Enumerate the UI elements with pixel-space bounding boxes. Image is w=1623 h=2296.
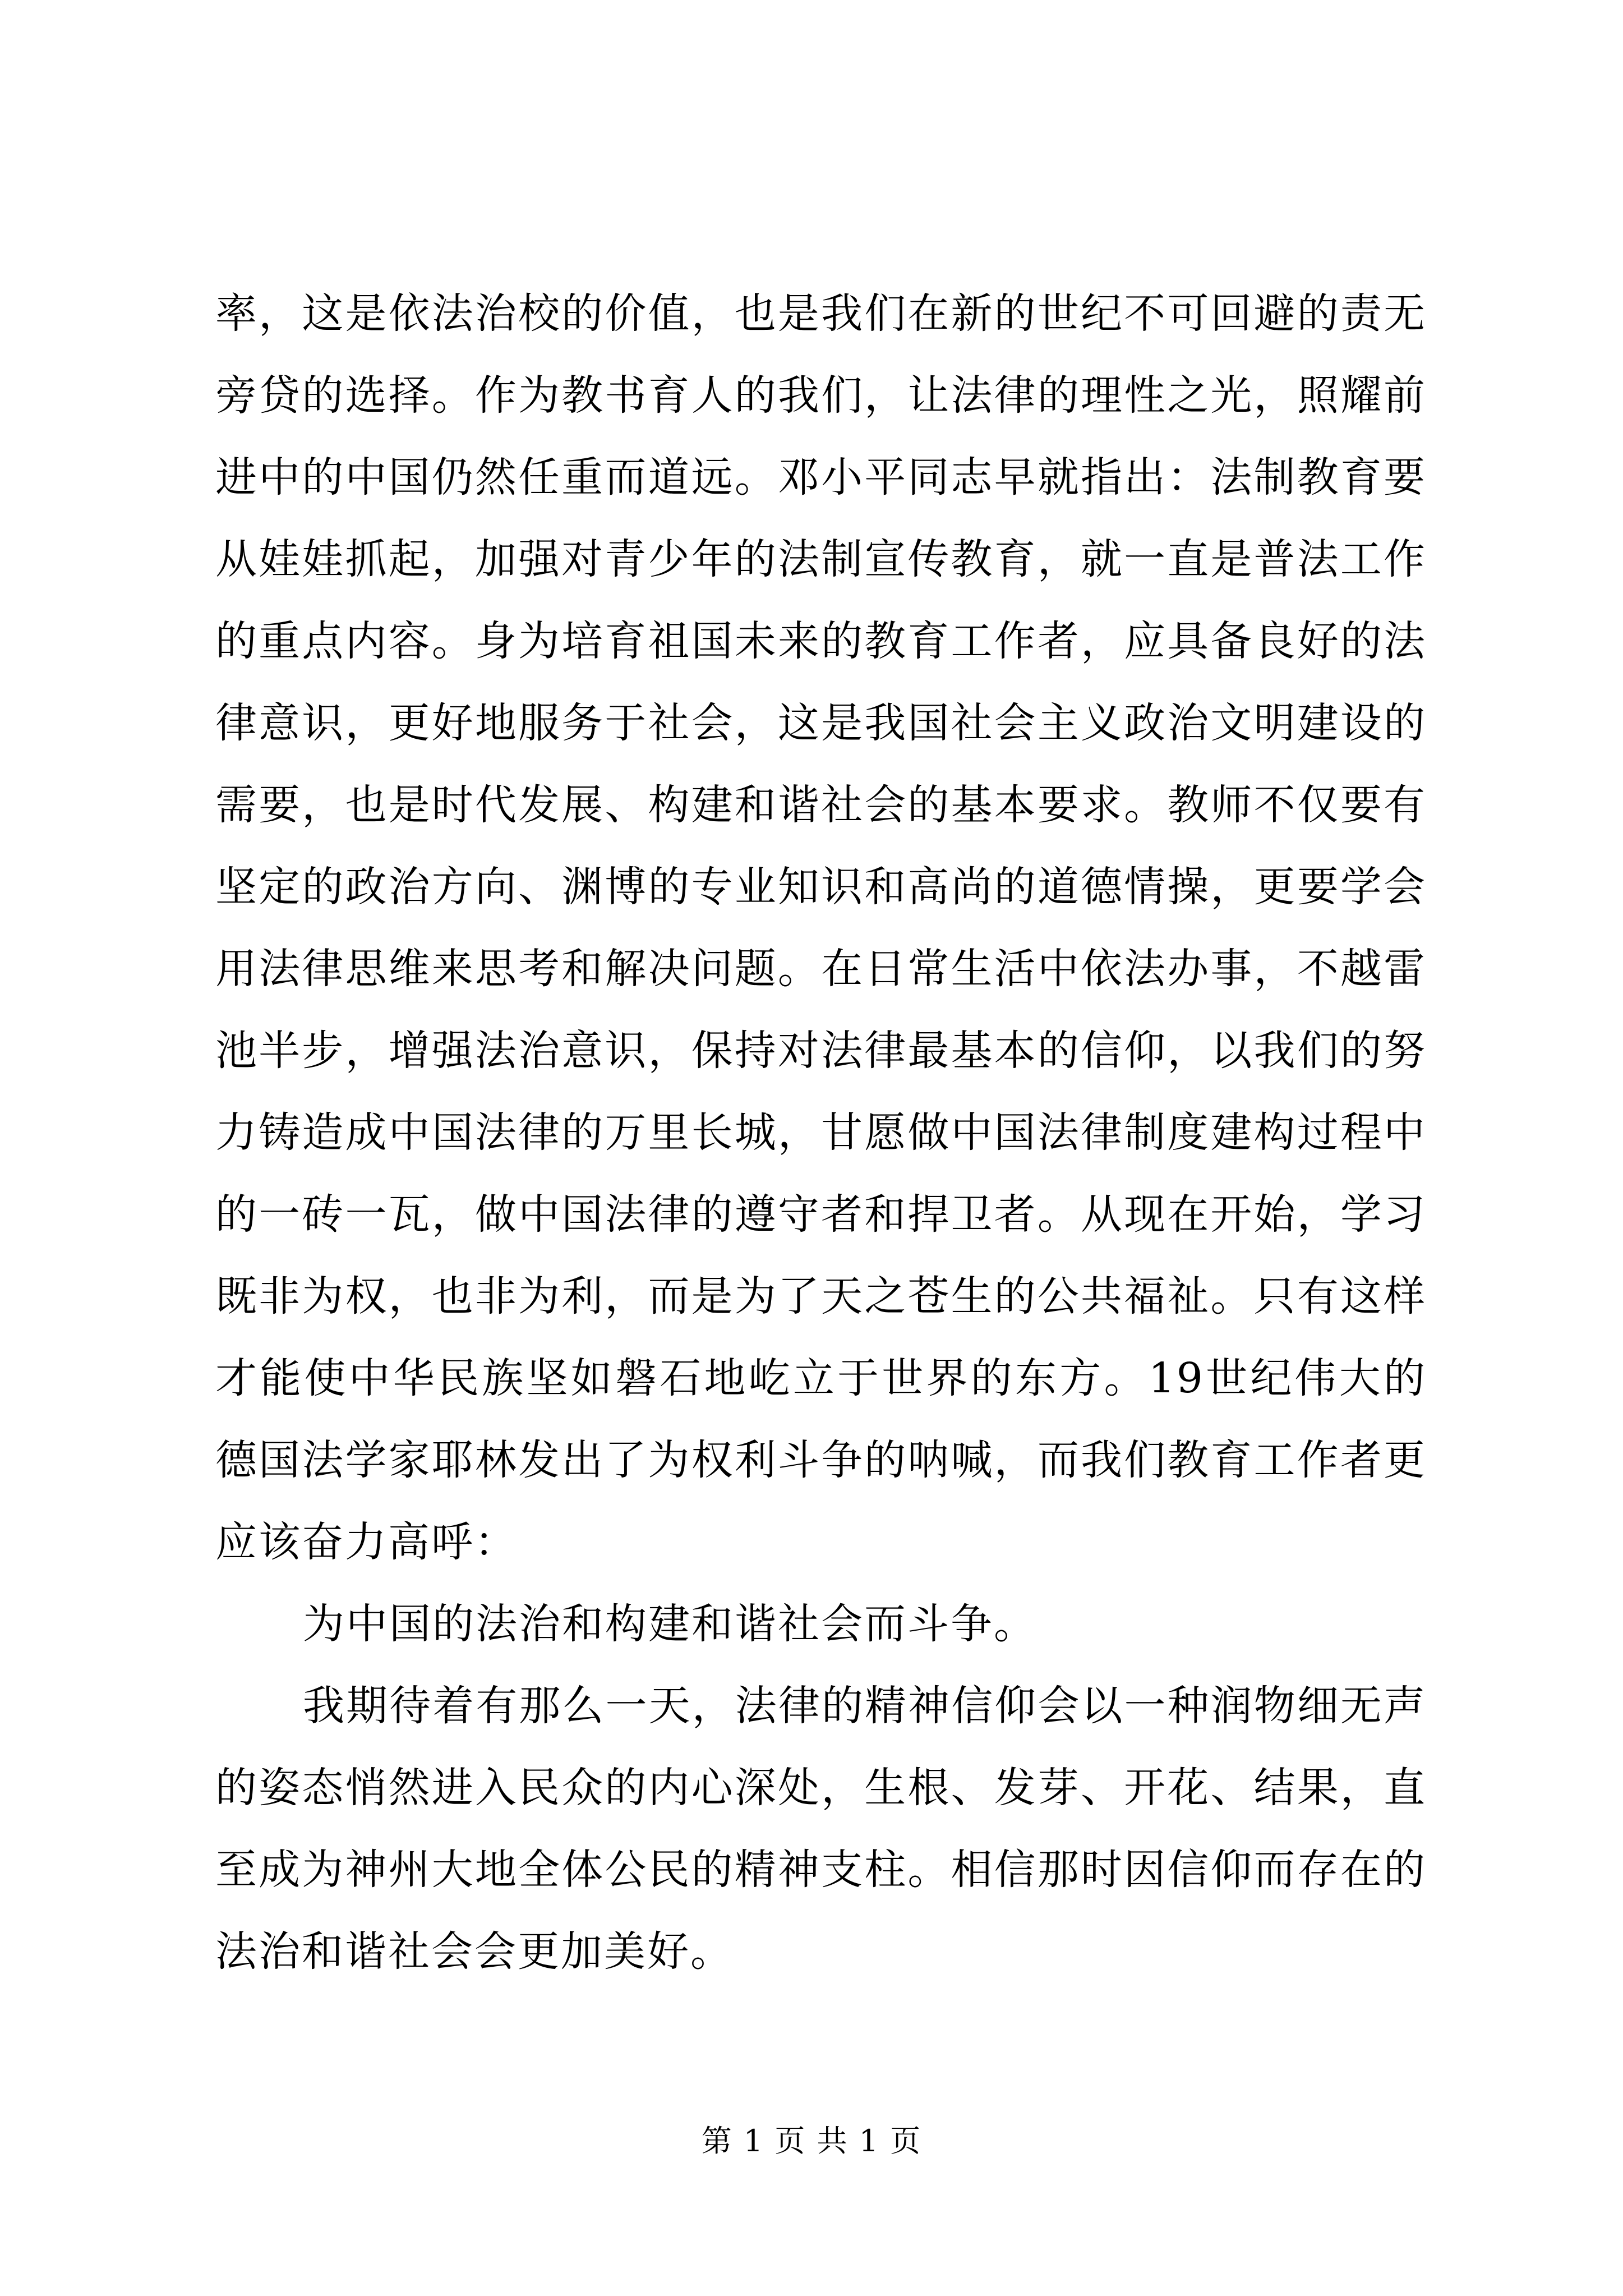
document-body [215, 273, 1427, 1993]
page-number-label: 第 1 页 共 1 页 [701, 2123, 922, 2159]
paragraph-continuation: 率，这是依法治校的价值，也是我们在新的世纪不可回避的责无旁贷的选择。作为教书育人的我们，让法律的理性之光，照耀前进中的中国仍然任重而道远。邓小平同志早就指出：法制教育要从娃娃抓起，加强对青少年的法制宣传教育，就一直是普法工作的重点内容。身为培育祖国未来的教育工作者，应具备良好的法律意识，更好地服务于社会，这是我国社会主义政治文明建设的需要，也是时代发展、构建和谐社会的基本要求。教师不仅要有坚定的政治方向、渊博的专业知识和高尚的道德情操，更要学会用法律思维来思考和解决问题。在日常生活中依法办事，不越雷池半步，增强法治意识，保持对法律最基本的信仰，以我们的努力铸造成中国法律的万里长城，甘愿做中国法律制度建构过程中的一砖一瓦，做中国法律的遵守者和捍卫者。从现在开始，学习既非为权，也非为利，而是为了天之苍生的公共福祉。只有这样才能使中华民族坚如磐石地屹立于世界的东方。19世纪伟大的德国法学家耶林发出了为权利斗争的呐喊，而我们教育工作者更应该奋力高呼： [215, 289, 1427, 1566]
page-footer [0, 2122, 1623, 2161]
paragraph-closing: 我期待着有那么一天，法律的精神信仰会以一种润物细无声的姿态悄然进入民众的内心深处，生根、发芽、开花、结果，直至成为神州大地全体公民的精神支柱。相信那时因信仰而存在的法治和谐社会会更加美好。 [215, 1682, 1427, 1976]
paragraph-slogan: 为中国的法治和构建和谐社会而斗争。 [303, 1600, 1037, 1648]
